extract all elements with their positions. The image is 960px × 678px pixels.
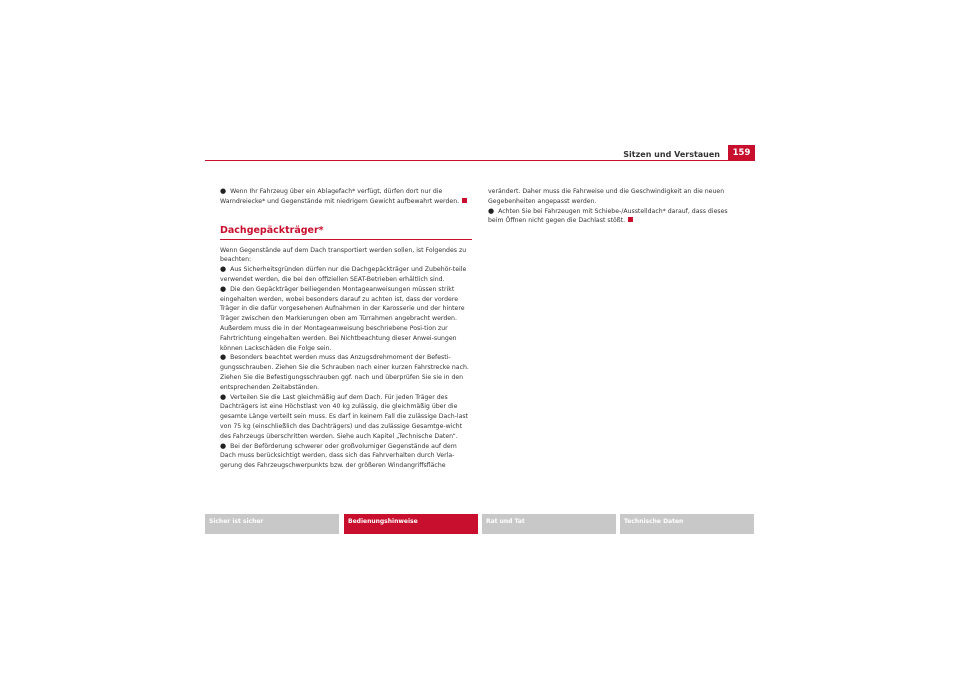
list-item bbox=[220, 353, 472, 392]
bullet-icon: ● bbox=[220, 284, 227, 293]
continuation-text: verändert. Daher muss die Fahrweise und die Geschwindigkeit an die neuen Gegebenheiten angepasst werden. bbox=[488, 188, 725, 205]
bullet-icon: ● bbox=[488, 206, 495, 215]
section-rule bbox=[220, 239, 472, 240]
page-header-title: Sitzen und Verstauen bbox=[623, 150, 720, 159]
list-item-text: Die den Gepäckträger beiliegenden Montageanweisungen müssen strikt eingehalten werden, wobei besonders darauf zu achten ist, dass der vordere Träger in die dafür vorgesehenen Aufnahmen in der Karosserie und der hintere Träger zwischen den Markierungen oben am Türrahmen angebracht werden. Außerdem muss die in der Montageanweisung beschriebene Posi-tion zur Fahrtrichtung eingehalten werden. Bei Nichtbeachtung dieser Anwei-sungen können Lackschäden die Folge sein. bbox=[220, 285, 465, 352]
list-item bbox=[220, 393, 472, 442]
section-title: Dachgepäckträger* bbox=[220, 224, 324, 236]
footer-tab-bedienungshinweise[interactable]: Bedienungshinweise bbox=[344, 514, 478, 534]
bullet-icon: ● bbox=[220, 392, 227, 401]
list-item bbox=[220, 442, 472, 471]
bullet-icon: ● bbox=[220, 441, 227, 450]
footer-tab-sicher-ist-sicher[interactable]: Sicher ist sicher bbox=[205, 514, 339, 534]
list-item-text: Achten Sie bei Fahrzeugen mit Schiebe-/Ausstelldach* darauf, dass dieses beim Öffnen nicht gegen die Dachlast stößt. bbox=[488, 207, 728, 225]
bullet-icon: ● bbox=[220, 353, 227, 362]
left-column bbox=[220, 187, 472, 471]
page-number: 159 bbox=[728, 145, 755, 161]
header-rule bbox=[205, 160, 755, 161]
list-item bbox=[220, 265, 472, 285]
list-item-text: Bei der Beförderung schwerer oder großvolumiger Gegenstände auf dem Dach muss berücksichtigt werden, dass sich das Fahrverhalten durch Verla-gerung des Fahrzeugschwerpunkts bzw. der größeren Windangriffsfläche bbox=[220, 442, 457, 470]
list-item-text: Besonders beachtet werden muss das Anzugsdrehmoment der Befesti-gungsschrauben. Ziehen Sie die Schrauben nach einer kurzen Fahrstrecke nach. Ziehen Sie die Befestigungsschrauben ggf. nach und überprüfen Sie sie in den entsprechenden Zeitabständen. bbox=[220, 354, 469, 391]
end-marker-icon bbox=[462, 198, 467, 203]
end-marker-icon bbox=[628, 217, 633, 222]
list-item-text: Aus Sicherheitsgründen dürfen nur die Dachgepäckträger und Zubehör-teile verwendet werden, die bei den offiziellen SEAT-Betrieben erhältlich sind. bbox=[220, 266, 467, 283]
list-item bbox=[220, 285, 472, 354]
right-column bbox=[488, 187, 740, 226]
list-item bbox=[488, 207, 740, 227]
footer-tab-technische-daten[interactable]: Technische Daten bbox=[620, 514, 754, 534]
bullet-icon: ● bbox=[220, 265, 227, 274]
list-item-text: Verteilen Sie die Last gleichmäßig auf dem Dach. Für jeden Träger des Dachträgers ist eine Höchstlast von 40 kg zulässig, die gleichmäßig über die gesamte Länge verteilt sein muss. Es darf in keinem Fall die zulässige Dach-last von 75 kg (einschließlich des Dachträgers) und das zulässige Gesamtge-wicht des Fahrzeugs überschritten werden. Siehe auch Kapitel „Technische Daten“. bbox=[220, 393, 469, 440]
bullet-icon: ● bbox=[220, 187, 227, 195]
intro-bullet bbox=[220, 187, 472, 207]
footer-tab-rat-und-tat[interactable]: Rat und Tat bbox=[482, 514, 616, 534]
section-intro: Wenn Gegenstände auf dem Dach transportiert werden sollen, ist Folgendes zu beachten: bbox=[220, 246, 467, 264]
intro-bullet-text: Wenn Ihr Fahrzeug über ein Ablagefach* verfügt, dürfen dort nur die Warndreiecke* und Gegenstände mit niedrigem Gewicht aufbewahrt werden. bbox=[220, 188, 460, 205]
